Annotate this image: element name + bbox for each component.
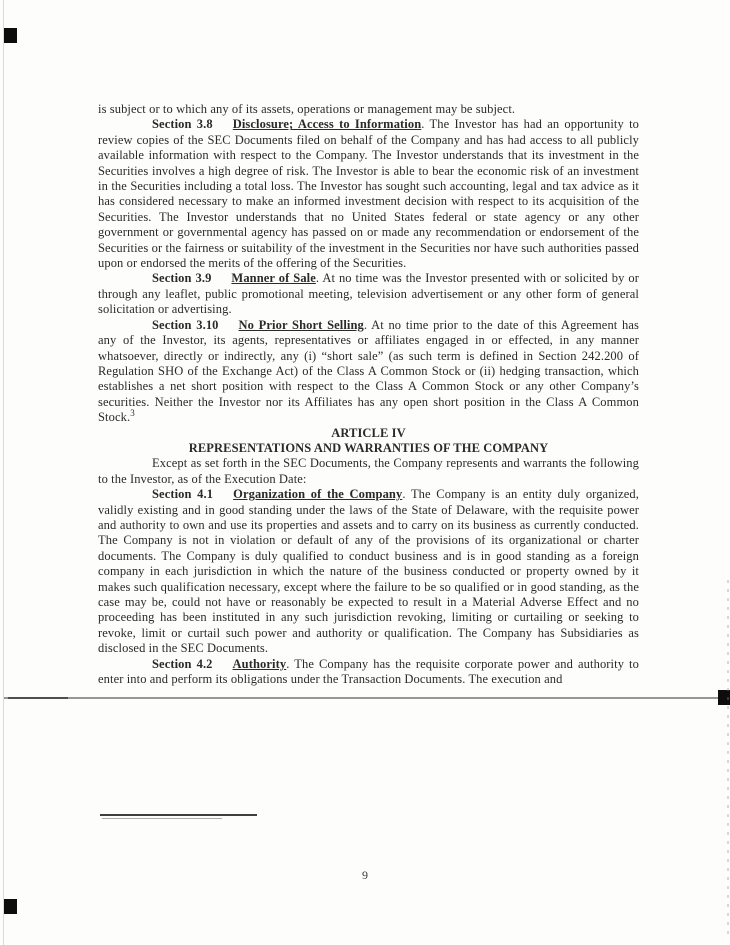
section-4-1-label: Section 4.1 — [152, 487, 214, 502]
section-3-8-label: Section 3.8 — [152, 117, 213, 132]
scan-artifact-top-left-mark — [4, 28, 17, 43]
section-3-8-title: Disclosure; Access to Information — [232, 117, 422, 132]
page-number: 9 — [362, 868, 368, 882]
footnote-separator-rule-shadow — [102, 818, 222, 819]
section-3-9-label: Section 3.9 — [152, 271, 212, 286]
section-4-1-text: . The Company is an entity duly organized, validly existing and in good standing under the laws of the State of Delaware, with the requisite power and authority to own and use its properties and assets and to carry on its business as currently conducted. The Company is not in violation or default of any of the provisions of its organizational or charter documents. The Company is duly qualified to conduct business and is in good standing as a foreign company in each jurisdiction in which the nature of the business conducted or property owned by it makes such qualification necessary, except where the failure to be so qualified or in good standing, as the case may be, could not have or reasonably be expected to result in a Material Adverse Effect and no proceeding has been instituted in any such jurisdiction revoking, limiting or curtailing or seeking to revoke, limit or curtail such power and authority or qualification. The Company has Subsidiaries as disclosed in the SEC Documents. — [98, 487, 639, 656]
article-intro-paragraph: Except as set forth in the SEC Documents, the Company represents and warrants the following to the Investor, as of the Execution Date: — [98, 456, 639, 486]
scan-artifact-horizontal-line-dark-segment — [8, 697, 68, 699]
scan-artifact-right-edge-dots — [727, 580, 729, 940]
section-3-10 — [98, 318, 639, 426]
section-3-10-title: No Prior Short Selling — [238, 317, 364, 332]
section-4-2-title: Authority — [232, 656, 287, 671]
section-3-9-text: . At no time was the Investor presented with or solicited by or through any leaflet, public promotional meeting, television advertisement or any other form of general solicitation or advertising. — [98, 271, 639, 317]
scan-artifact-bottom-left-mark — [4, 899, 17, 914]
section-3-10-label: Section 3.10 — [152, 317, 219, 332]
scan-artifact-left-line — [3, 0, 4, 945]
document-body — [98, 0, 639, 687]
section-3-10-text: . At no time prior to the date of this Agreement has any of the Investor, its agents, representatives or affiliates engaged in or effected, in any manner whatsoever, directly or indirectly, any (i) “short sale” (as such term is defined in Section 242.200 of Regulation SHO of the Exchange Act) of the Class A Common Stock or (ii) hedging transaction, which establishes a net short position with respect to the Class A Common Stock or any other Company’s securities. Neither the Investor nor its Affiliates has any open short position in the Class A Common Stock. — [98, 317, 639, 425]
article-heading-line1: ARTICLE IV — [331, 425, 406, 440]
section-3-8 — [98, 117, 639, 271]
section-4-2-label: Section 4.2 — [152, 656, 213, 671]
section-3-9-title: Manner of Sale — [231, 271, 316, 286]
scan-artifact-horizontal-line — [4, 697, 730, 699]
section-3-9 — [98, 271, 639, 317]
section-3-8-text: . The Investor has had an opportunity to review copies of the SEC Documents filed on behalf of the Company and has had access to all publicly available information with respect to the Company. The Investor understands that its investment in the Securities involves a high degree of risk. The Investor is able to bear the economic risk of an investment in the Securities including a total loss. The Investor has sought such accounting, legal and tax advice as it has considered necessary to make an informed investment decision with respect to its acquisition of the Securities. The Investor understands that no United States federal or state agency or any other government or governmental agency has passed on or made any recommendation or endorsement of the Securities or the fairness or suitability of the investment in the Securities nor have such authorities passed upon or endorsed the merits of the offering of the Securities. — [98, 117, 639, 271]
section-4-2 — [98, 657, 639, 688]
article-heading-line2: REPRESENTATIONS AND WARRANTIES OF THE COMPANY — [188, 440, 549, 455]
footnote-separator-rule — [100, 814, 257, 816]
footnote-reference: 3 — [130, 407, 135, 418]
section-4-2-text: . The Company has the requisite corporate power and authority to enter into and perform its obligations under the Transaction Documents. The execution and — [98, 656, 639, 687]
section-4-1-title: Organization of the Company — [233, 487, 403, 502]
section-4-1 — [98, 487, 639, 656]
continuation-line: is subject or to which any of its assets, operations or management may be subject. — [98, 102, 516, 116]
